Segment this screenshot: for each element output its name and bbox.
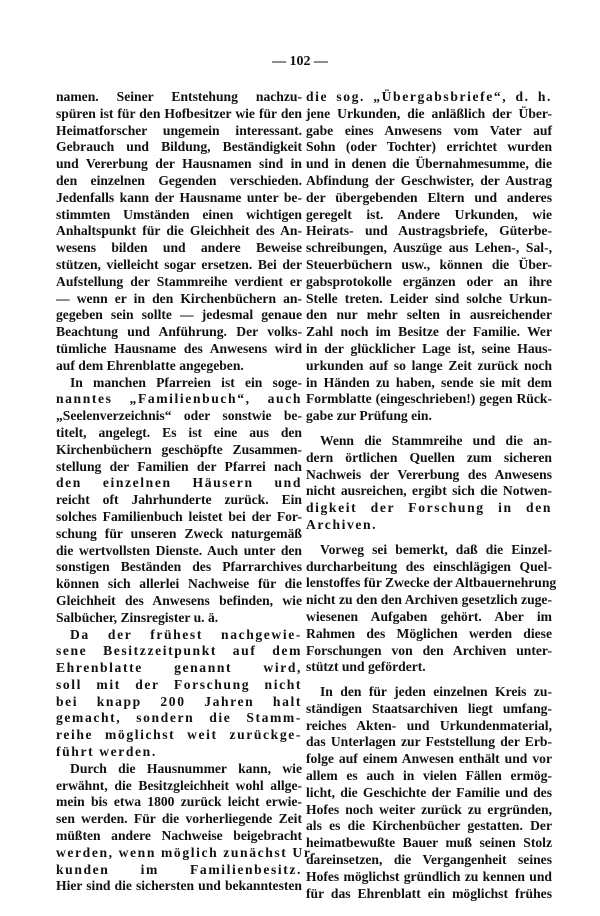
text-line: gegeben sein sollte — jedesmal genaue xyxy=(56,307,302,323)
text-line: werden, wenn möglich zunächst Ur- xyxy=(56,844,318,860)
text-line: Da der frühest nachgewie- xyxy=(70,626,302,642)
text-line: wesens bilden und andere Beweise xyxy=(56,240,302,256)
text-line: nanntes „Familienbuch“, auch xyxy=(56,391,302,407)
text-line: dern örtlichen Quellen zum sicheren xyxy=(306,449,552,465)
text-line: spüren ist für den Hofbesitzer wie für den xyxy=(56,105,302,121)
text-line: Sohn (oder Tochter) errichtet wurden xyxy=(306,139,552,155)
text-line: dareinsetzen, die Vergangenheit seines xyxy=(306,852,552,868)
right-column xyxy=(306,89,557,902)
text-line: Gebrauch und Bildung, Beständigkeit xyxy=(56,139,302,155)
text-line: folge auf einem Anwesen enthält und vor xyxy=(306,751,552,767)
text-line: bei knapp 200 Jahren halt xyxy=(56,693,302,709)
text-line: Forschungen von den Archiven unter- xyxy=(306,642,552,658)
text-line: nicht zu den den Archiven gesetzlich zuge- xyxy=(306,592,552,608)
text-line: und in denen die Übernahmesumme, die xyxy=(306,156,552,172)
text-line: sonstigen Beständen des Pfarrarchives xyxy=(56,559,302,575)
text-line: sene Besitzzeitpunkt auf dem xyxy=(56,643,302,659)
text-line: nicht ausreichen, ergibt sich die Notwen- xyxy=(306,483,552,499)
text-line: den einzelnen Gegenden verschieden. xyxy=(56,172,302,188)
text-line: Kirchenbüchern geschöpfte Zusammen- xyxy=(56,441,302,457)
text-line: Aufstellung der Stammreihe verdient er xyxy=(56,273,302,289)
text-line: gabsprotokolle ergänzen oder an ihre xyxy=(306,273,552,289)
text-line: Durch die Hausnummer kann, wie xyxy=(70,760,302,776)
text-line: durcharbeitung des einschlägigen Quel- xyxy=(306,558,552,574)
text-line: Heimatforscher ungemein interessant. xyxy=(56,122,302,138)
text-line: Archiven. xyxy=(306,516,378,532)
text-line: stimmten Umständen einen wichtigen xyxy=(56,206,302,222)
text-line: ständigen Staatsarchiven liegt umfang- xyxy=(306,700,552,716)
text-line: stellung der Familien der Pfarrei nach xyxy=(56,458,302,474)
text-line: — wenn er in den Kirchenbüchern an- xyxy=(56,290,302,306)
left-column xyxy=(56,89,318,895)
text-line: reihe möglichst weit zurückge- xyxy=(56,727,302,743)
text-line: tümliche Hausname des Anwesens wird xyxy=(56,340,302,356)
text-line: „Seelenverzeichnis“ oder sonstwie be- xyxy=(56,408,302,424)
paragraph xyxy=(306,433,552,534)
text-line: für das Ehrenblatt ein möglichst frühes xyxy=(306,885,552,901)
text-line: mein bis etwa 1800 zurück leicht erwie- xyxy=(56,794,302,810)
text-line: die wertvollsten Dienste. Auch unter den xyxy=(56,542,302,558)
text-line: digkeit der Forschung in den xyxy=(306,500,552,516)
paragraph xyxy=(306,684,552,902)
paragraph xyxy=(56,627,302,761)
text-line: Nachweis der Vererbung des Anwesens xyxy=(306,466,552,482)
text-line: in der glücklicher Lage ist, seine Haus- xyxy=(306,340,552,356)
text-line: und Vererbung der Hausnamen sind in xyxy=(56,156,302,172)
text-line: In den für jeden einzelnen Kreis zu- xyxy=(320,684,552,700)
text-line: Salbücher, Zinsregister u. ä. xyxy=(56,609,219,625)
text-line: Abfindung der Geschwister, der Austrag xyxy=(306,172,552,188)
text-line: Formblatte (eingeschrieben!) gegen Rück- xyxy=(306,391,552,407)
text-line: lenstoffes für Zwecke der Altbauernehrung xyxy=(306,575,557,591)
text-line: reicht oft Jahrhunderte zurück. Ein xyxy=(56,492,302,508)
text-line: Vorweg sei bemerkt, daß die Einzel- xyxy=(320,541,552,557)
text-line: stützen, vielleicht sogar ersetzen. Bei der xyxy=(56,256,302,272)
text-line: solches Familienbuch leistet bei der For- xyxy=(56,508,302,524)
text-line: als es die Kirchenbücher gestatten. Der xyxy=(306,818,552,834)
paragraph xyxy=(56,375,302,627)
text-line: Hier sind die sichersten und bekanntesten xyxy=(56,878,302,894)
text-line: das Unterlagen zur Feststellung der Erb- xyxy=(306,734,552,750)
text-line: In manchen Pfarreien ist ein soge- xyxy=(70,374,302,390)
text-line: Hofes möglichst gründlich zu kennen und xyxy=(306,868,552,884)
page-number: — 102 — xyxy=(272,54,328,69)
text-line: die sog. „Übergabsbriefe“, d. h. xyxy=(306,89,552,104)
text-line: Wenn die Stammreihe und die an- xyxy=(320,432,552,448)
text-line: Stelle treten. Leider sind solche Urkun- xyxy=(306,290,552,306)
text-line: schung für unseren Zweck naturgemäß xyxy=(56,525,302,541)
text-line: kunden im Familienbesitz. xyxy=(56,861,302,877)
text-line: Jedenfalls kann der Hausname unter be- xyxy=(56,189,302,205)
text-line: in Händen zu haben, sende sie mit dem xyxy=(306,374,552,390)
text-line: jene Urkunden, die anläßlich der Über- xyxy=(306,105,552,121)
paragraph xyxy=(56,89,302,375)
text-line: gabe zur Prüfung ein. xyxy=(306,408,432,424)
paragraph xyxy=(306,541,557,676)
text-line: wiesenen Aufgaben gehört. Aber im xyxy=(306,608,552,624)
text-line: Gleichheit des Anwesens befinden, wie xyxy=(56,592,302,608)
text-line: Steuerbüchern usw., können die Über- xyxy=(306,256,552,272)
text-line: können sich allerlei Nachweise für die xyxy=(56,576,302,592)
text-line: auf dem Ehrenblatte angegeben. xyxy=(56,357,244,373)
text-line: führt werden. xyxy=(56,744,157,760)
text-line: den nur mehr selten in ausreichender xyxy=(306,307,552,323)
text-line: geregelt ist. Andere Urkunden, wie xyxy=(306,206,552,222)
text-line: Ehrenblatte genannt wird, xyxy=(56,660,302,676)
text-line: stützt und gefördert. xyxy=(306,659,426,675)
text-line: Anhaltspunkt für die Gleichheit des An- xyxy=(56,223,302,239)
text-line: der übergebenden Eltern und anderes xyxy=(306,189,552,205)
text-line: Hofes noch weiter zurück zu ergründen, xyxy=(306,801,552,817)
paragraph xyxy=(56,760,318,895)
text-line: soll mit der Forschung nicht xyxy=(56,676,302,692)
text-line: schreibungen, Auszüge aus Lehen-, Sal-, xyxy=(306,240,552,256)
text-line: gemacht, sondern die Stamm- xyxy=(56,710,302,726)
text-line: namen. Seiner Entstehung nachzu- xyxy=(56,89,302,104)
text-line: heimatbewußte Bauer muß seinen Stolz xyxy=(306,835,552,851)
text-line: sen werden. Für die vorherliegende Zeit xyxy=(56,811,302,827)
text-line: Zahl noch im Besitze der Familie. Wer xyxy=(306,324,552,340)
text-line: Rahmen des Möglichen werden diese xyxy=(306,625,552,641)
text-line: allem es auch in vielen Fällen ermög- xyxy=(306,768,552,784)
text-line: Beachtung und Anführung. Der volks- xyxy=(56,324,302,340)
text-line: titelt, angelegt. Es ist eine aus den xyxy=(56,424,302,440)
text-line: Heirats- und Austragsbriefe, Güterbe- xyxy=(306,223,552,239)
text-line: reiches Akten- und Urkundenmaterial, xyxy=(306,717,552,733)
text-line: müßten andere Nachweise beigebracht xyxy=(56,828,302,844)
text-line: licht, die Geschichte der Familie und des xyxy=(306,784,552,800)
text-line: gabe eines Anwesens vom Vater auf xyxy=(306,122,552,138)
paragraph xyxy=(306,89,552,425)
text-line: erwähnt, die Besitzgleichheit wohl allge- xyxy=(56,777,302,793)
text-line: urkunden auf so lange Zeit zurück noch xyxy=(306,357,552,373)
text-line: den einzelnen Häusern und xyxy=(56,475,302,491)
